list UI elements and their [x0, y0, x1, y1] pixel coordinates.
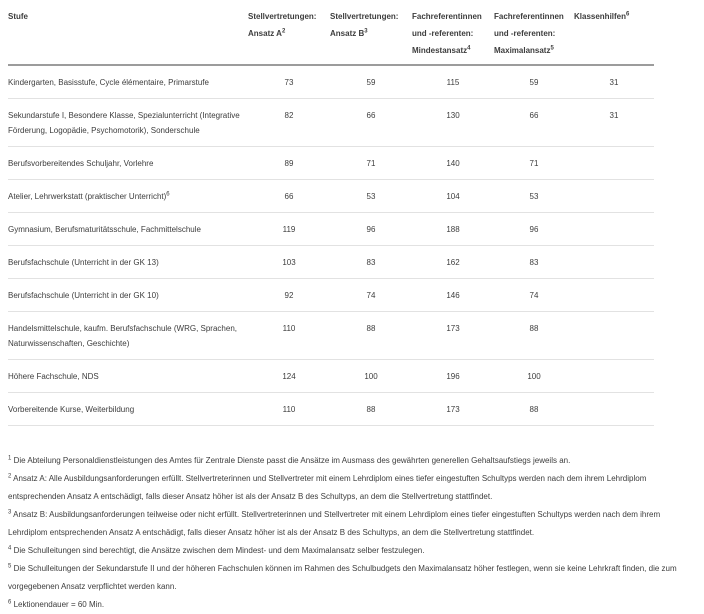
column-header-stellvertretungen-ansatz-b — [330, 6, 412, 65]
value-cell: 53 — [330, 180, 412, 213]
footnote-marker: 3 — [8, 509, 12, 516]
stufe-cell: Berufsvorbereitendes Schuljahr, Vorlehre — [8, 147, 248, 180]
rates-table — [8, 6, 654, 426]
table-row — [8, 246, 654, 279]
footnote-ref: 6 — [626, 11, 630, 18]
footnote-marker: 2 — [8, 473, 12, 480]
value-cell — [574, 180, 654, 213]
table-row — [8, 180, 654, 213]
value-cell: 173 — [412, 393, 494, 426]
footnote-marker: 4 — [8, 545, 12, 552]
value-cell: 71 — [494, 147, 574, 180]
value-cell — [574, 246, 654, 279]
value-cell: 88 — [330, 312, 412, 360]
value-cell: 110 — [248, 312, 330, 360]
footnote: $^3$ Ansatz B: Ausbildungsanforderungen teilweise oder nicht erfüllt. Stellvertreterinnen und Stellvertreter mit einem Lehrdiplom eines tiefer eingestuften Schultyps werden nach dem ihrem Lehrdiplom entsprechenden Ansatz A entschädigt, falls dieser Ansatz höher ist als der Ansatz B des Schultyps, an dem die Stellvertretung stattfindet. — [8, 509, 661, 537]
stufe-cell: Vorbereitende Kurse, Weiterbildung — [8, 393, 248, 426]
stufe-cell: Berufsfachschule (Unterricht in der GK 13) — [8, 246, 248, 279]
value-cell: 88 — [330, 393, 412, 426]
value-cell: 88 — [494, 312, 574, 360]
stufe-cell: Höhere Fachschule, NDS — [8, 360, 248, 393]
value-cell — [574, 393, 654, 426]
value-cell: 89 — [248, 147, 330, 180]
table-row — [8, 360, 654, 393]
stufe-cell: Berufsfachschule (Unterricht in der GK 10) — [8, 279, 248, 312]
header-line: Stellvertretungen: — [248, 12, 317, 21]
header-line: Mindestansatz$^4$ — [412, 45, 471, 55]
value-cell — [574, 312, 654, 360]
header-line: und -referenten: — [494, 29, 556, 38]
value-cell: 71 — [330, 147, 412, 180]
value-cell: 83 — [494, 246, 574, 279]
value-cell: 66 — [494, 99, 574, 147]
header-line: Ansatz $B^3$ — [330, 28, 368, 38]
header-line: Fachreferentinnen — [494, 12, 564, 21]
column-header-fachreferenten-mindestansatz — [412, 6, 494, 65]
stufe-cell: Atelier, Lehrwerkstatt (praktischer Unterricht)$^6$ — [8, 180, 248, 213]
header-line: Ansatz $A^2$ — [248, 28, 286, 38]
value-cell: 173 — [412, 312, 494, 360]
table-row — [8, 147, 654, 180]
value-cell: 73 — [248, 65, 330, 99]
value-cell — [574, 213, 654, 246]
header-line: Stellvertretungen: — [330, 12, 399, 21]
stufe-cell: Sekundarstufe I, Besondere Klasse, Spezialunterricht (Integrative Förderung, Logopädie, Psychomotorik), Sonderschule — [8, 99, 248, 147]
header-line: Klassenhilfen$^6$ — [574, 11, 630, 21]
footnote-marker: 6 — [8, 599, 12, 606]
value-cell: 119 — [248, 213, 330, 246]
table-row — [8, 213, 654, 246]
header-line: Maximalansatz$^5$ — [494, 45, 554, 55]
value-cell: 110 — [248, 393, 330, 426]
value-cell: 104 — [412, 180, 494, 213]
value-cell: 92 — [248, 279, 330, 312]
footnote: $^5$ Die Schulleitungen der Sekundarstufe II und der höheren Fachschulen können im Rahmen des Schulbudgets den Maximalansatz höher festlegen, wenn sie keine Lehrkraft finden, die zum vorgegebenen Ansatz verpflichtet werden kann. — [8, 563, 677, 591]
value-cell: 83 — [330, 246, 412, 279]
header-row — [8, 6, 654, 65]
footnote-ref: 4 — [467, 45, 471, 52]
footnote-ref: 2 — [281, 28, 286, 35]
value-cell: 96 — [494, 213, 574, 246]
footnote: $^4$ Die Schulleitungen sind berechtigt, die Ansätze zwischen dem Mindest- und dem Maximalansatz selber festzulegen. — [8, 545, 425, 555]
value-cell: 59 — [494, 65, 574, 99]
column-header-stufe: Stufe — [8, 6, 248, 65]
value-cell: 146 — [412, 279, 494, 312]
value-cell — [574, 279, 654, 312]
stufe-cell: Gymnasium, Berufsmaturitätsschule, Fachmittelschule — [8, 213, 248, 246]
value-cell: 103 — [248, 246, 330, 279]
stufe-cell: Kindergarten, Basisstufe, Cycle élémentaire, Primarstufe — [8, 65, 248, 99]
value-cell: 115 — [412, 65, 494, 99]
footnote-marker: 1 — [8, 455, 12, 462]
value-cell: 140 — [412, 147, 494, 180]
table-row — [8, 312, 654, 360]
value-cell: 74 — [494, 279, 574, 312]
header-line: Fachreferentinnen — [412, 12, 482, 21]
value-cell — [574, 147, 654, 180]
footnote-marker: 5 — [8, 563, 12, 570]
value-cell: 196 — [412, 360, 494, 393]
value-cell: 31 — [574, 99, 654, 147]
value-cell: 74 — [330, 279, 412, 312]
value-cell: 96 — [330, 213, 412, 246]
footnote-ref: 6 — [166, 191, 170, 198]
header-line: und -referenten: — [412, 29, 474, 38]
table-body — [8, 65, 654, 426]
value-cell: 53 — [494, 180, 574, 213]
table-row — [8, 99, 654, 147]
value-cell: 31 — [574, 65, 654, 99]
table-row — [8, 65, 654, 99]
value-cell: 162 — [412, 246, 494, 279]
value-cell: 88 — [494, 393, 574, 426]
column-header-stellvertretungen-ansatz-a — [248, 6, 330, 65]
value-cell: 100 — [494, 360, 574, 393]
column-header-klassenhilfen — [574, 6, 654, 65]
footnote: $^6$ Lektionendauer = 60 Min. — [8, 599, 105, 609]
column-header-fachreferenten-maximalansatz — [494, 6, 574, 65]
table-row — [8, 279, 654, 312]
value-cell: 66 — [248, 180, 330, 213]
value-cell: 82 — [248, 99, 330, 147]
footnote: $^2$ Ansatz A: Alle Ausbildungsanforderungen erfüllt. Stellvertreterinnen und Stellvertreter mit einem Lehrdiplom eines tiefer eingestuften Schultyps werden nach dem ihrem Lehrdiplom entsprechenden Ansatz A entschädigt, falls dieser Ansatz höher ist als der Ansatz B des Schultyps, an dem die Stellvertretung stattfindet. — [8, 473, 647, 501]
footnote-ref: 5 — [550, 45, 554, 52]
footnotes — [8, 452, 696, 614]
footnote: $^1$ Die Abteilung Personaldienstleistungen des Amtes für Zentrale Dienste passt die Ansätze im Ausmass des gewährten generellen Gehaltsaufstiegs jeweils an. — [8, 455, 571, 465]
value-cell: 66 — [330, 99, 412, 147]
value-cell — [574, 360, 654, 393]
table-row — [8, 393, 654, 426]
value-cell: 100 — [330, 360, 412, 393]
value-cell: 130 — [412, 99, 494, 147]
stufe-cell: Handelsmittelschule, kaufm. Berufsfachschule (WRG, Sprachen, Naturwissenschaften, Geschichte) — [8, 312, 248, 360]
value-cell: 59 — [330, 65, 412, 99]
table-header — [8, 6, 654, 65]
value-cell: 124 — [248, 360, 330, 393]
value-cell: 188 — [412, 213, 494, 246]
footnote-ref: 3 — [364, 28, 368, 35]
